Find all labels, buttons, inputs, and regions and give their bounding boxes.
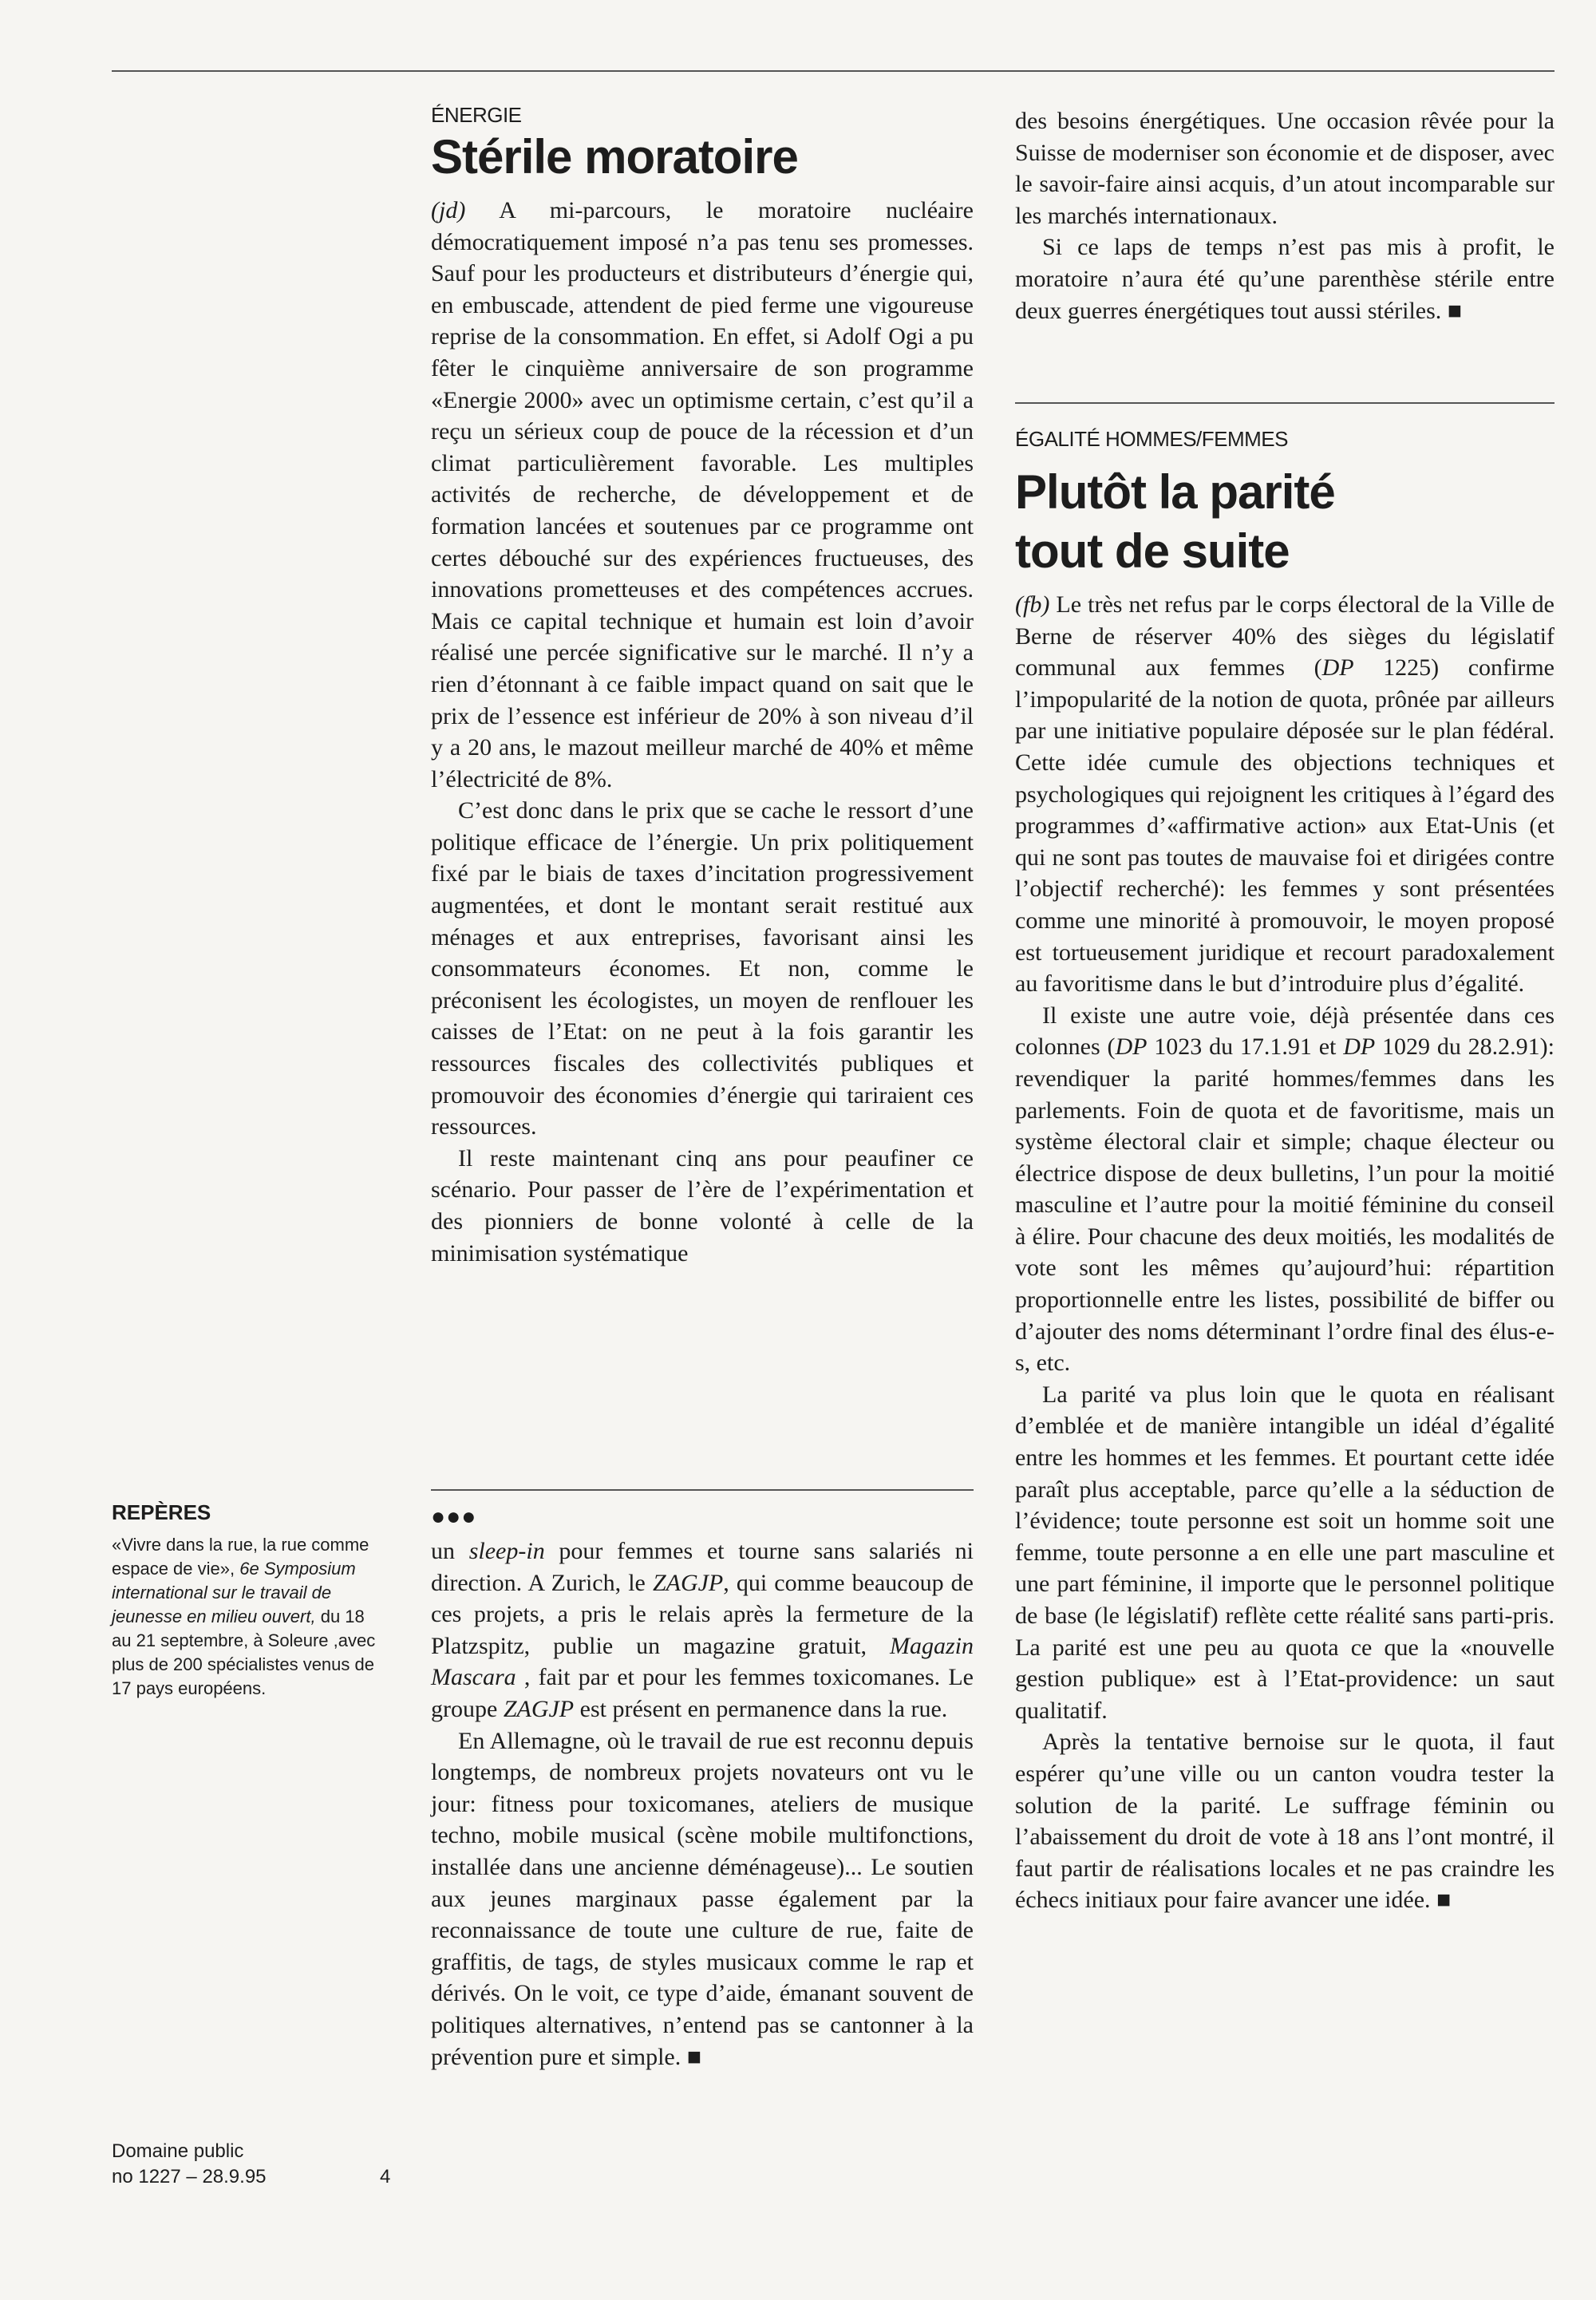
article2-paragraph: Il existe une autre voie, déjà présentée dans ces colonnes (DP 1023 du 17.1.91 et DP 1029 du 28.2.91): revendiquer la parité hommes/femmes dans les parlements. Foin de quota et de favoritisme, mais un système électoral clair et simple; chaque électeur ou électrice dispose de deux bulletins, l’un pour la moitié masculine et l’autre pour la moitié féminine du conseil à élire. Pour chacune des deux moitiés, les modalités de vote sont les mêmes qu’aujourd’hui: répartition proportionnelle entre les listes, possibilité de biffer ou d’ajouter des noms déterminant l’ordre final des élus-e-s, etc. (1015, 1002, 1555, 1377)
article1-paragraph: des besoins énergétiques. Une occasion rêvée pour la Suisse de moderniser son économie et de disposer, avec le savoir-faire ainsi acquis, d’un atout incomparable sur les marchés internationaux. (1015, 108, 1555, 229)
publication-name: Domaine public (112, 2140, 244, 2162)
article1-paragraph: Il reste maintenant cinq ans pour peaufiner ce scénario. Pour passer de l’ère de l’expérimentation et des pionniers de bonne volonté à celle de la minimisation systématique (431, 1144, 974, 1267)
article2 (1015, 426, 1555, 1916)
continued-paragraph: En Allemagne, où le travail de rue est reconnu depuis longtemps, de nombreux projets novateurs ont vu le jour: fitness pour toxicomanes, ateliers de musique techno, mobile musical (scène mobile multifonctions, installée dans une ancienne déménageuse)... Le soutien aux jeunes marginaux passe également par la reconnaissance de toute une culture de rue, faite de graffitis, de tags, de styles musicaux comme le rap et dérivés. On le voit, ce type d’aide, émanant souvent de politiques alternatives, n’entend pas se cantonner à la prévention pure et simple. ■ (431, 1727, 974, 2070)
article2-kicker: ÉGALITÉ HOMMES/FEMMES (1015, 427, 1288, 451)
reperes-title: REPÈRES (112, 1500, 211, 1524)
issue-number: no 1227 – 28.9.95 4 (112, 2164, 399, 2190)
article1-paragraph: Si ce laps de temps n’est pas mis à profit, le moratoire n’aura été qu’une parenthèse stérile entre deux guerres énergétiques tout aussi stériles. ■ (1015, 234, 1555, 324)
article2-paragraph: Après la tentative bernoise sur le quota, il faut espérer qu’une ville ou un canton voudra tester la solution de la parité. Le suffrage féminin ou l’abaissement du droit de vote à 18 ans l’ont montré, il faut partir de réalisations locales et ne pas craindre les échecs initiaux pour faire avancer une idée. ■ (1015, 1729, 1555, 1914)
column-2-top (1015, 105, 1555, 326)
article1-paragraph: (jd) A mi-parcours, le moratoire nucléaire démocratiquement imposé n’a pas tenu ses promesses. Sauf pour les producteurs et distributeurs d’énergie qui, en embuscade, attendent de pied ferme une vigoureuse reprise de la consommation. En effet, si Adolf Ogi a pu fêter le cinquième anniversaire de son programme «Energie 2000» avec un optimisme certain, c’est qu’il a reçu un sérieux coup de pouce de la récession et d’un climat particulièrement favorable. Les multiples activités de recherche, de développement et de formation lancées et soutenues par ce programme ont certes débouché sur des expériences fructueuses, des innovations prometteuses et des compétences accrues. Mais ce capital technique et humain est loin d’avoir réalisé une percée significative sur le marché. Il n’y a rien d’étonnant à ce faible impact quand on sait que le prix de l’essence est inférieur de 20% à son niveau d’il y a 20 ans, le mazout meilleur marché de 40% et même l’électricité de 8%. (431, 197, 974, 792)
reperes-box (112, 1500, 383, 1701)
article2-paragraph: (fb) Le très net refus par le corps électoral de la Ville de Berne de réserver 40% des sièges du législatif communal aux femmes (DP 1225) confirme l’impopularité de la notion de quota, prônée par ailleurs par une initiative populaire déposée sur le plan fédéral. Cette idée cumule des objections techniques et psychologiques qui rejoignent les critiques à l’égard des programmes d’«affirmative action» aux Etat-Unis (et qui ne sont pas toutes de mauvaise foi et dirigées contre l’objectif recherché): les femmes y sont présentées comme une minorité à promouvoir, le moyen proposé est tortueusement juridique et recourt paradoxalement au favoritisme dans le but d’introduire plus d’égalité. (1015, 591, 1555, 998)
article1-body (431, 195, 974, 1269)
continued-article (431, 1497, 974, 2073)
article2-body (1015, 589, 1555, 1916)
column-separator-rule (431, 1489, 974, 1491)
article1-title: Stérile moratoire (431, 130, 798, 184)
page-number: 4 (380, 2166, 391, 2187)
article-separator-rule (1015, 402, 1555, 404)
article1-paragraph: C’est donc dans le prix que se cache le ressort d’une politique efficace de l’énergie. Un prix politiquement fixé par le biais de taxes d’incitation progressivement augmentées, et dont le montant serait restitué aux ménages et aux entreprises, favorisant ainsi les consommateurs économes. Et non, comme le préconisent les écologistes, un moyen de renflouer les caisses de l’Etat: on ne peut à la fois garantir les ressources fiscales des collectivités publiques et promouvoir des économies d’énergie qui tariraient ces ressources. (431, 797, 974, 1140)
article1-kicker: ÉNERGIE (431, 103, 522, 127)
continuation-dots: ●●● (431, 1504, 477, 1530)
article2-paragraph: La parité va plus loin que le quota en réalisant d’emblée et de manière intangible un idéal d’égalité entre les hommes et les femmes. Et pourtant cette idée paraît plus acceptable, parce qu’elle a la séduction de l’évidence; toute personne est soit un homme soit une femme, toute personne a en elle une part masculine et une part féminine, il importe que le personnel politique de base (le législatif) reflète cette réalité sans parti-pris. La parité est une peu au quota ce que la «nouvelle gestion publique» est à l’Etat-providence: un saut qualitatif. (1015, 1381, 1555, 1724)
publication-footer (112, 2139, 399, 2190)
article2-title: Plutôt la parité tout de suite (1015, 465, 1335, 578)
reperes-text: «Vivre dans la rue, la rue comme espace de vie», 6e Symposium international sur le travail de jeunesse en milieu ouvert, du 18 au 21 septembre, à Soleure ,avec plus de 200 spécialistes venus de 17 pays européens. (112, 1535, 376, 1698)
top-rule (112, 70, 1555, 72)
column-1 (431, 102, 974, 1269)
continued-paragraph: un sleep-in pour femmes et tourne sans salariés ni direction. A Zurich, le ZAGJP, qui comme beaucoup de ces projets, a pris le relais après la fermeture de la Platzspitz, publie un magazine gratuit, Magazin Mascara , fait par et pour les femmes toxicomanes. Le groupe ZAGJP est présent en permanence dans la rue. (431, 1538, 974, 1722)
